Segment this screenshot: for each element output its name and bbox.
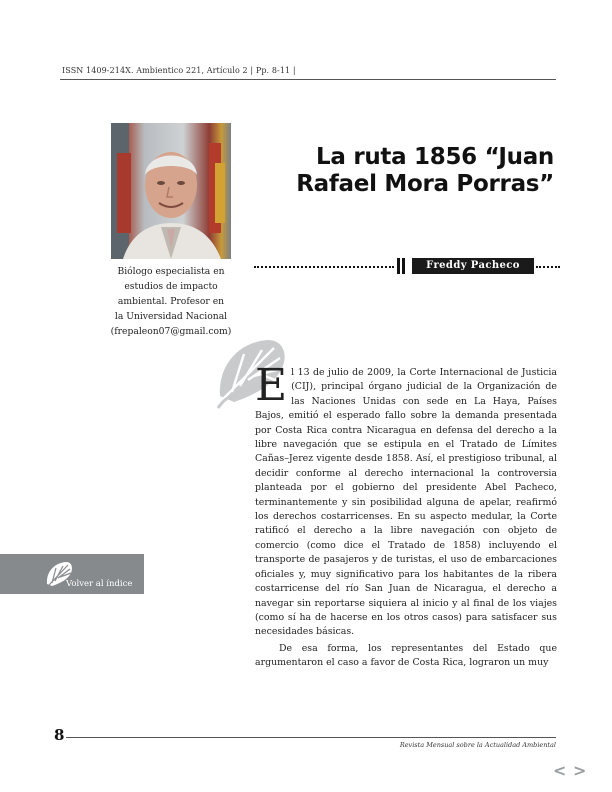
- footer-rule: [66, 737, 556, 738]
- page-number: 8: [54, 726, 65, 744]
- byline-dots-right: [536, 266, 560, 268]
- back-to-index-label[interactable]: Volver al índice: [66, 579, 133, 589]
- title-line-2: Rafael Mora Porras”: [296, 171, 554, 197]
- article-title: [296, 144, 554, 198]
- journal-tagline: Revista Mensual sobre la Actualidad Ambiental: [399, 741, 556, 749]
- paragraph: [255, 360, 557, 640]
- byline-dots-left: [254, 266, 394, 268]
- running-header: ISSN 1409-214X. Ambientico 221, Artículo 2 | Pp. 8-11 |: [62, 66, 296, 75]
- title-line-1: La ruta 1856 “Juan: [316, 144, 554, 170]
- bio-line: la Universidad Nacional: [114, 311, 228, 322]
- bio-line: ambiental. Profesor en: [117, 296, 225, 307]
- author-photo: [111, 123, 231, 259]
- back-to-index-button[interactable]: [0, 554, 144, 594]
- bio-line: estudios de impacto: [124, 281, 218, 292]
- paragraph-1-text: l 13 de julio de 2009, la Corte Internacional de Justicia (CIJ), principal órgano judicial de la Organización de las Naciones Unidas con sede en La Haya, Países Bajos, emitió el esperado fallo sobre la demanda presentada por Costa Rica contra Nicaragua en defensa del derecho a la libre navegación que se estipula en el Tratado de Límites Cañas–Jerez vigente desde 1858. Así, el prestigioso tribunal, al decidir conforme al derecho internacional la controversia planteada por el gobierno del presidente Abel Pacheco, terminantemente y sin posibilidad alguna de apelar, reafirmó los derechos costarricenses. En su aspecto medular, la Corte ratificó el derecho a la libre navegación con objeto de comercio (como dice el Tratado de 1858) incluyendo el transporte de pasajeros y de turistas, el uso de embarcaciones oficiales y, muy significativo para los habitantes de la ribera costarricense del río San Juan de Nicaragua, el derecho a navegar sin reportarse siquiera al inicio y al final de los viajes (como sí ha de hacerse en los otros casos) para satisfacer sus necesidades básicas.: [255, 367, 557, 638]
- bio-email: (frepaleon07@gmail.com): [110, 326, 232, 337]
- paragraph-2: De esa forma, los representantes del Estado que argumentaron el caso a favor de Costa Rica, lograron un muy: [255, 642, 557, 669]
- author-name: Freddy Pacheco: [412, 258, 534, 274]
- previous-page-button[interactable]: <: [553, 761, 567, 780]
- drop-cap: E: [255, 360, 288, 411]
- header-rule: [60, 79, 556, 80]
- page-navigation: [553, 761, 593, 780]
- author-bio: [104, 264, 238, 339]
- byline-bar: [402, 258, 405, 274]
- next-page-button[interactable]: >: [573, 761, 587, 780]
- bio-line: Biólogo especialista en: [117, 266, 225, 277]
- author-byline: [254, 258, 560, 274]
- article-body: [255, 360, 557, 671]
- byline-bar: [397, 258, 400, 274]
